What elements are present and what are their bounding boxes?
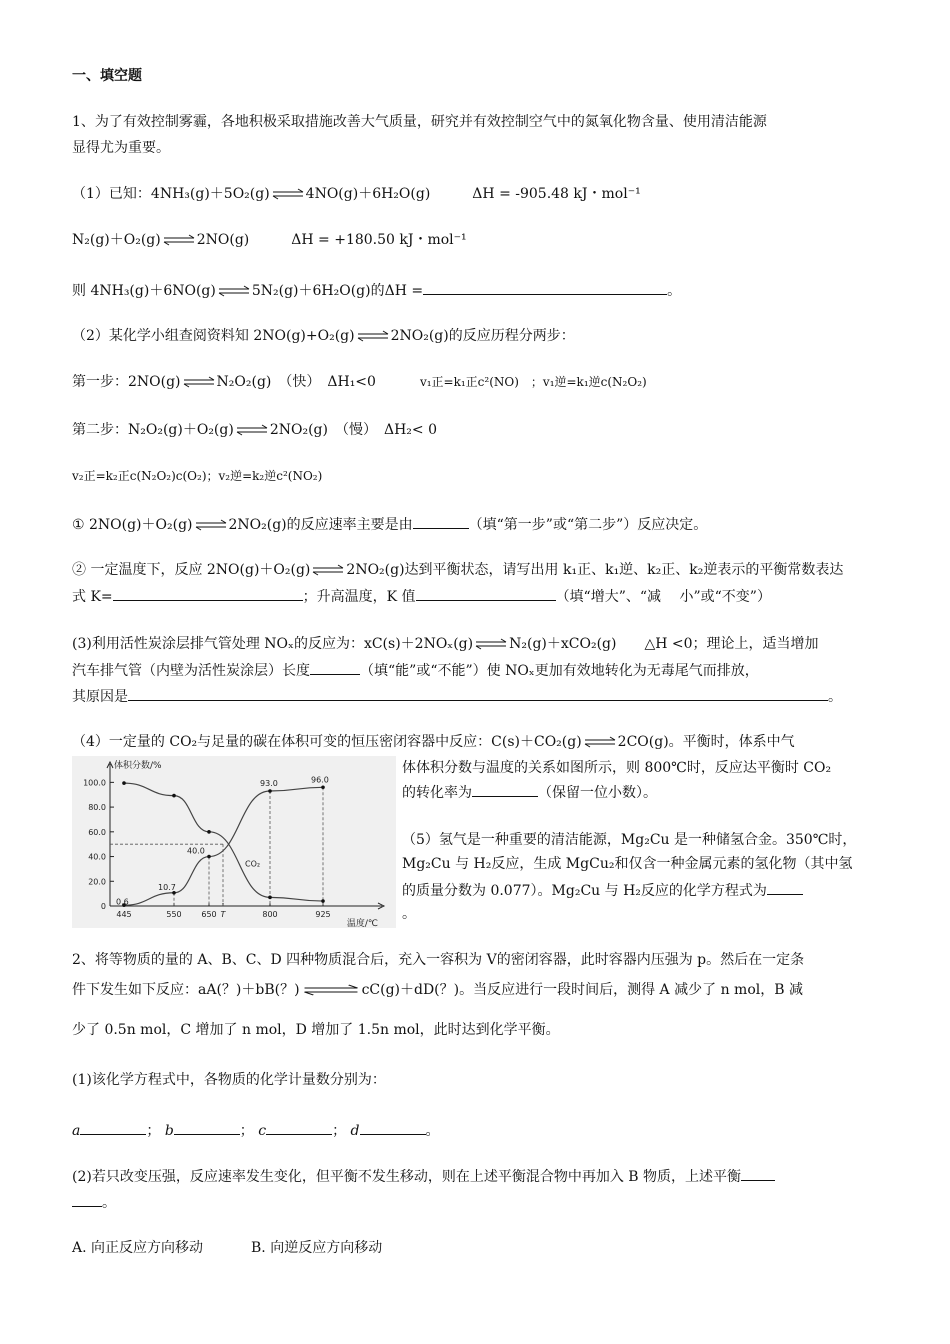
q1-question-b: ② 一定温度下，反应 2NO(g)＋O₂(g) 2NO₂(g)达到平衡状态，请写出用 k₁正、k₁逆、k₂正、k₂逆表示的平衡常数表达 [72,562,844,578]
x-tick-label: 800 [262,910,278,919]
y-tick-label: 80.0 [88,803,106,813]
equilibrium-arrow-icon [301,984,361,996]
q1-intro-line-2: 显得尤为重要。 [72,140,170,156]
data-point [321,899,325,903]
q1-step-2-rates: v₂正=k₂正c(N₂O₂)c(O₂)；v₂逆=k₂逆c²(NO₂) [72,469,323,483]
data-point [122,781,126,785]
coefficient-a-blank[interactable] [80,1120,146,1135]
q1-part5-line-2: Mg₂Cu 与 H₂反应，生成 MgCu₂和仅含一种金属元素的氢化物（其中氢 [402,856,853,872]
q1-part5-line-1: （5）氢气是一种重要的清洁能源，Mg₂Cu 是一种储氢合金。350℃时， [402,832,857,848]
section-title: 一、填空题 [72,68,142,84]
answer-blank[interactable] [767,880,803,895]
q1-intro-line-1: 1、为了有效控制雾霾，各地积极采取措施改善大气质量，研究并有效控制空气中的氮氧化物含量、使用清洁能源 [72,114,767,130]
data-point [268,789,272,793]
x-axis-label: 温度/℃ [346,919,378,928]
answer-blank[interactable] [72,1192,102,1207]
y-tick-label: 60.0 [88,827,106,837]
coefficient-d-blank[interactable] [360,1120,426,1135]
x-tick-label: 445 [116,910,132,919]
q1-part4-line-3: 的转化率为 （保留一位小数）。 [402,782,657,803]
q1-step-1: 第一步：2NO(g) N₂O₂(g) （快） ΔH₁<0 v₁正=k₁正c²(NO) ；v₁逆=k₁逆c(N₂O₂) [72,374,647,390]
q1-part1-equation-1: （1）已知：4NH₃(g)＋5O₂(g) 4NO(g)＋6H₂O(g) ΔH = -905.48 kJ・mol⁻¹ [72,186,641,202]
data-point [321,786,325,790]
equilibrium-arrow-icon [162,234,196,246]
data-point [207,855,211,859]
equilibrium-arrow-icon [194,519,228,531]
x-tick-label: T [220,910,226,919]
q1-part3-line-3: 其原因是 。 [72,686,842,707]
equilibrium-arrow-icon [356,330,390,342]
q2-part2-line-2: 。 [72,1192,116,1213]
data-label: 10.7 [158,882,176,892]
coefficient-c-blank[interactable] [266,1120,332,1135]
q1-part5-line-3: 的质量分数为 0.077）。Mg₂Cu 与 H₂反应的化学方程式为 [402,880,803,901]
answer-blank[interactable] [423,280,667,295]
q1-part1-question: 则 4NH₃(g)＋6NO(g) 5N₂(g)＋6H₂O(g)的ΔH = 。 [72,280,681,301]
equilibrium-arrow-icon [217,285,251,297]
q1-part4-line-1: （4）一定量的 CO₂与足量的碳在体积可变的恒压密闭容器中反应：C(s)＋CO₂(g) 2CO(g)。平衡时，体系中气 [72,734,795,750]
answer-blank[interactable] [413,514,469,529]
answer-blank[interactable] [113,586,303,601]
data-point [268,896,272,900]
q2-line-1: 2、将等物质的量的 A、B、C、D 四种物质混合后，充入一容积为 V的密闭容器，此时容器内压强为 p。然后在一定条 [72,952,805,968]
equilibrium-arrow-icon [474,638,508,650]
q1-part5-line-4: 。 [402,906,416,922]
data-point [172,794,176,798]
equilibrium-arrow-icon [271,188,305,200]
q2-line-3: 少了 0.5n mol，C 增加了 n mol，D 增加了 1.5n mol，此时达到化学平衡。 [72,1022,560,1038]
volume-fraction-chart [72,756,396,928]
q2-part2-line-1: (2)若只改变压强，反应速率发生变化，但平衡不发生移动，则在上述平衡混合物中再加入 B 物质，上述平衡 [72,1166,775,1187]
q1-step-2: 第二步：N₂O₂(g)＋O₂(g) 2NO₂(g) （慢） ΔH₂< 0 [72,422,437,438]
option-b[interactable]: B. 向逆反应方向移动 [251,1240,383,1256]
q1-question-a: ① 2NO(g)＋O₂(g) 2NO₂(g)的反应速率主要是由 （填“第一步”或“第二步”）反应决定。 [72,514,707,535]
data-label: 0.6 [116,897,129,907]
x-tick-label: 925 [315,910,331,919]
equilibrium-arrow-icon [235,424,269,436]
data-label: 96.0 [311,775,329,785]
q2-line-2: 件下发生如下反应：aA(？)＋bB(？) cC(g)＋dD(？)。当反应进行一段时间后，测得 A 减少了 n mol，B 减 [72,982,803,998]
chart-svg [72,756,396,928]
enthalpy-value: ΔH = +180.50 kJ・mol⁻¹ [291,232,467,248]
y-tick-label: 100.0 [83,778,106,788]
answer-blank[interactable] [310,660,360,675]
data-label: 93.0 [260,779,278,789]
q1-part3-line-1: (3)利用活性炭涂层排气管处理 NOₓ的反应为：xC(s)＋2NOₓ(g) N₂(g)＋xCO₂(g) △H <0；理论上，适当增加 [72,636,819,652]
q1-question-b-line-2: 式 K= ；升高温度，K 值 （填“增大”、“减 小”或“不变”） [72,586,771,607]
answer-blank[interactable] [741,1166,775,1181]
data-label: 40.0 [187,846,205,856]
y-axis-label: 体积分数/% [114,761,162,771]
equilibrium-arrow-icon [182,376,216,388]
q1-part4-line-2: 体体积分数与温度的关系如图所示，则 800℃时，反应达平衡时 CO₂ [402,760,832,776]
data-point [207,830,211,834]
q2-options [72,1238,382,1258]
answer-blank[interactable] [416,586,556,601]
coefficient-b-blank[interactable] [174,1120,240,1135]
answer-blank[interactable] [128,686,828,701]
x-tick-label: 550 [166,910,182,919]
q1-part3-line-2: 汽车排气管（内壁为活性炭涂层）长度 （填“能”或“不能”）使 NOₓ更加有效地转化为无毒尾气而排放， [72,660,759,681]
equilibrium-arrow-icon [311,564,345,576]
enthalpy-value: ΔH = -905.48 kJ・mol⁻¹ [472,186,641,202]
q1-part2-intro: （2）某化学小组查阅资料知 2NO(g)+O₂(g) 2NO₂(g)的反应历程分两步： [72,328,575,344]
y-tick-label: 0 [100,902,106,911]
y-tick-label: 40.0 [88,852,106,862]
equilibrium-arrow-icon [583,736,617,748]
q2-coefficient-blanks: a ； b ； c ； d 。 [72,1120,440,1141]
x-tick-label: 650 [201,910,217,919]
q1-part1-equation-2: N₂(g)＋O₂(g) 2NO(g) ΔH = +180.50 kJ・mol⁻¹ [72,232,467,248]
answer-blank[interactable] [472,782,538,797]
q2-part1: (1)该化学方程式中，各物质的化学计量数分别为： [72,1072,386,1088]
option-a[interactable]: A. 向正反应方向移动 [72,1240,204,1256]
series-label-co2: CO₂ [245,859,261,869]
y-tick-label: 20.0 [88,877,106,887]
